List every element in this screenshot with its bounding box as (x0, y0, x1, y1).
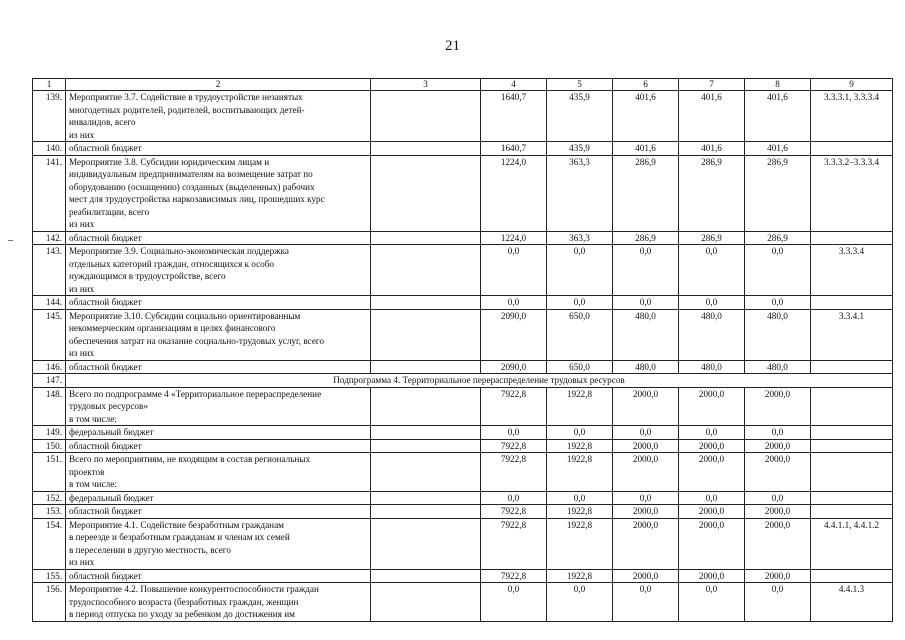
title-line: областной бюджет (69, 143, 142, 153)
title-line: Мероприятие 4.2. Повышение конкурентоспособности граждан (69, 584, 319, 594)
value-v4: 7922,8 (481, 439, 547, 453)
row-number: 145. (33, 309, 66, 360)
value-v7: 286,9 (679, 231, 745, 245)
title-line: обеспечения затрат на оказание социально-трудовых услуг, всего (69, 335, 325, 346)
code-cell: 4.4.1.3 (811, 583, 893, 622)
title-line: из них (69, 557, 95, 567)
value-v8: 0,0 (745, 296, 811, 310)
code-cell (811, 231, 893, 245)
value-v4: 7922,8 (481, 518, 547, 569)
col3-cell (371, 453, 481, 492)
value-v4: 7922,8 (481, 505, 547, 519)
value-v5: 1922,8 (547, 387, 613, 426)
title-line: областной бюджет (69, 361, 142, 372)
value-v7: 0,0 (679, 426, 745, 440)
value-v6: 286,9 (613, 231, 679, 245)
row-number: 144. (33, 296, 66, 310)
table-row (33, 91, 893, 142)
col3-cell (371, 387, 481, 426)
section-title: Подпрограмма 4. Территориальное перераспределение трудовых ресурсов (66, 374, 893, 388)
value-v6: 401,6 (613, 142, 679, 156)
value-v5: 435,9 (547, 142, 613, 156)
value-v6: 2000,0 (613, 387, 679, 426)
title-line: нуждающимся в трудоустройстве, всего (69, 271, 226, 281)
title-line: Мероприятие 3.7. Содействие в трудоустройстве незанятых (69, 92, 303, 102)
table-row (33, 453, 893, 492)
code-cell (811, 142, 893, 156)
title-line: в том числе: (69, 413, 117, 424)
header-cell: 4 (481, 79, 547, 91)
value-v5: 0,0 (547, 426, 613, 440)
title-line: проектов (69, 466, 105, 477)
row-title (66, 309, 371, 360)
row-number: 141. (33, 155, 66, 231)
value-v5: 363,3 (547, 155, 613, 231)
value-v8: 2000,0 (745, 569, 811, 583)
col3-cell (371, 155, 481, 231)
col3-cell (371, 142, 481, 156)
value-v7: 401,6 (679, 91, 745, 142)
value-v8: 286,9 (745, 155, 811, 231)
row-number: 155. (33, 569, 66, 583)
row-title (66, 387, 371, 426)
value-v8: 401,6 (745, 91, 811, 142)
value-v6: 2000,0 (613, 505, 679, 519)
value-v7: 2000,0 (679, 569, 745, 583)
title-line: из них (69, 129, 95, 140)
header-row (33, 79, 893, 91)
value-v4: 1640,7 (481, 142, 547, 156)
value-v6: 0,0 (613, 245, 679, 296)
row-title (66, 453, 371, 492)
row-title (66, 231, 371, 245)
code-cell: 3.3.3.2–3.3.3.4 (811, 155, 893, 231)
value-v8: 0,0 (745, 491, 811, 505)
row-number: 149. (33, 426, 66, 440)
title-line: некоммерческим организациям в целях финансового (69, 323, 276, 333)
value-v8: 401,6 (745, 142, 811, 156)
title-line: областной бюджет (69, 570, 142, 581)
value-v8: 2000,0 (745, 453, 811, 492)
col3-cell (371, 505, 481, 519)
page-number: 21 (445, 38, 460, 54)
table-row (33, 569, 893, 583)
budget-table (32, 78, 893, 622)
header-cell: 7 (679, 79, 745, 91)
value-v4: 2090,0 (481, 309, 547, 360)
header-cell: 3 (371, 79, 481, 91)
row-number: 156. (33, 583, 66, 622)
title-line: из них (69, 348, 95, 358)
row-number: 150. (33, 439, 66, 453)
value-v4: 0,0 (481, 491, 547, 505)
value-v8: 0,0 (745, 245, 811, 296)
header-cell: 1 (33, 79, 66, 91)
value-v5: 435,9 (547, 91, 613, 142)
title-line: из них (69, 219, 95, 229)
title-line: федеральный бюджет (69, 427, 154, 437)
col3-cell (371, 518, 481, 569)
table-row (33, 360, 893, 374)
title-line: отдельных категорий граждан, относящихся к особо (69, 258, 275, 269)
title-line: в переселении в другую местность, всего (69, 544, 231, 555)
title-line: областной бюджет (69, 297, 142, 307)
title-line: трудовых ресурсов» (69, 401, 148, 411)
title-line: в период отпуска по уходу за ребенком до достижения им (69, 609, 295, 619)
col3-cell (371, 309, 481, 360)
value-v7: 0,0 (679, 491, 745, 505)
title-line: областной бюджет (69, 506, 142, 516)
table-row (33, 491, 893, 505)
row-number: 147. (33, 374, 66, 388)
row-title (66, 569, 371, 583)
value-v6: 2000,0 (613, 569, 679, 583)
value-v5: 1922,8 (547, 518, 613, 569)
value-v8: 0,0 (745, 426, 811, 440)
title-line: в том числе: (69, 479, 117, 489)
table-row (33, 142, 893, 156)
value-v6: 286,9 (613, 155, 679, 231)
value-v8: 480,0 (745, 309, 811, 360)
value-v6: 480,0 (613, 360, 679, 374)
value-v8: 0,0 (745, 583, 811, 622)
value-v7: 480,0 (679, 360, 745, 374)
table-row (33, 583, 893, 622)
col3-cell (371, 245, 481, 296)
header-cell: 5 (547, 79, 613, 91)
title-line: Всего по мероприятиям, не входящим в состав региональных (69, 454, 311, 464)
value-v6: 2000,0 (613, 518, 679, 569)
code-cell (811, 426, 893, 440)
value-v7: 2000,0 (679, 505, 745, 519)
title-line: Мероприятие 3.9. Социально-экономическая поддержка (69, 246, 289, 256)
row-title (66, 505, 371, 519)
value-v7: 0,0 (679, 296, 745, 310)
code-cell (811, 296, 893, 310)
row-number: 142. (33, 231, 66, 245)
value-v6: 480,0 (613, 309, 679, 360)
value-v8: 2000,0 (745, 387, 811, 426)
value-v5: 363,3 (547, 231, 613, 245)
value-v5: 650,0 (547, 309, 613, 360)
col3-cell (371, 426, 481, 440)
title-line: Мероприятие 3.8. Субсидии юридическим лицам и (69, 156, 270, 167)
value-v8: 2000,0 (745, 518, 811, 569)
title-line: из них (69, 283, 95, 294)
row-title (66, 360, 371, 374)
col3-cell (371, 569, 481, 583)
code-cell: 3.3.3.1, 3.3.3.4 (811, 91, 893, 142)
value-v4: 7922,8 (481, 569, 547, 583)
value-v8: 286,9 (745, 231, 811, 245)
table-row (33, 439, 893, 453)
value-v7: 0,0 (679, 583, 745, 622)
value-v7: 2000,0 (679, 518, 745, 569)
table-row (33, 426, 893, 440)
row-number: 143. (33, 245, 66, 296)
title-line: федеральный бюджет (69, 492, 154, 503)
table-row (33, 245, 893, 296)
value-v7: 2000,0 (679, 439, 745, 453)
row-title (66, 491, 371, 505)
value-v6: 2000,0 (613, 439, 679, 453)
value-v5: 1922,8 (547, 569, 613, 583)
title-line: многодетных родителей, родителей, воспитывающих детей- (69, 104, 305, 115)
title-line: Мероприятие 3.10. Субсидии социально ориентированным (69, 310, 301, 321)
header-cell: 9 (811, 79, 893, 91)
row-title (66, 426, 371, 440)
title-line: областной бюджет (69, 440, 142, 451)
row-number: 140. (33, 142, 66, 156)
code-cell: 3.3.3.4 (811, 245, 893, 296)
table-row (33, 155, 893, 231)
header-cell: 6 (613, 79, 679, 91)
row-number: 148. (33, 387, 66, 426)
row-title (66, 155, 371, 231)
title-line: областной бюджет (69, 232, 142, 243)
col3-cell (371, 91, 481, 142)
header-cell: 8 (745, 79, 811, 91)
row-number: 153. (33, 505, 66, 519)
row-number: 151. (33, 453, 66, 492)
value-v7: 2000,0 (679, 387, 745, 426)
value-v6: 2000,0 (613, 453, 679, 492)
code-cell (811, 439, 893, 453)
table-row (33, 231, 893, 245)
col3-cell (371, 360, 481, 374)
row-number: 154. (33, 518, 66, 569)
value-v4: 0,0 (481, 583, 547, 622)
title-line: мест для трудоустройства наркозависимых лиц, прошедших курс (69, 194, 325, 204)
col3-cell (371, 296, 481, 310)
code-cell (811, 491, 893, 505)
value-v7: 286,9 (679, 155, 745, 231)
table-row (33, 296, 893, 310)
table-body (33, 79, 893, 622)
header-cell: 2 (66, 79, 371, 91)
row-title (66, 296, 371, 310)
table-row (33, 309, 893, 360)
title-line: индивидуальным предпринимателям на возмещение затрат по (69, 169, 313, 179)
value-v8: 2000,0 (745, 439, 811, 453)
title-line: реабилитации, всего (69, 206, 150, 217)
col3-cell (371, 491, 481, 505)
col3-cell (371, 439, 481, 453)
code-cell: 3.3.4.1 (811, 309, 893, 360)
value-v7: 2000,0 (679, 453, 745, 492)
title-line: трудоспособного возраста (безработных граждан, женщин (69, 596, 299, 607)
value-v5: 650,0 (547, 360, 613, 374)
title-line: Всего по подпрограмме 4 «Территориальное перераспределение (69, 388, 322, 399)
value-v4: 0,0 (481, 426, 547, 440)
value-v4: 7922,8 (481, 453, 547, 492)
value-v4: 0,0 (481, 296, 547, 310)
row-title (66, 245, 371, 296)
code-cell (811, 453, 893, 492)
value-v6: 0,0 (613, 583, 679, 622)
code-cell (811, 569, 893, 583)
value-v5: 0,0 (547, 491, 613, 505)
code-cell: 4.4.1.1, 4.4.1.2 (811, 518, 893, 569)
value-v6: 0,0 (613, 426, 679, 440)
value-v4: 2090,0 (481, 360, 547, 374)
scan-mark (8, 240, 13, 241)
code-cell (811, 360, 893, 374)
value-v5: 1922,8 (547, 439, 613, 453)
row-title (66, 142, 371, 156)
table-row (33, 505, 893, 519)
title-line: оборудованию (оснащению) созданных (выделенных) рабочих (69, 181, 315, 192)
title-line: в переезде и безработным гражданам и членам их семей (69, 532, 290, 542)
value-v7: 480,0 (679, 309, 745, 360)
value-v6: 0,0 (613, 296, 679, 310)
value-v5: 0,0 (547, 245, 613, 296)
col3-cell (371, 583, 481, 622)
value-v4: 7922,8 (481, 387, 547, 426)
code-cell (811, 387, 893, 426)
value-v8: 2000,0 (745, 505, 811, 519)
title-line: инвалидов, всего (69, 117, 136, 127)
value-v7: 401,6 (679, 142, 745, 156)
value-v4: 0,0 (481, 245, 547, 296)
row-title (66, 583, 371, 622)
value-v7: 0,0 (679, 245, 745, 296)
row-title (66, 91, 371, 142)
code-cell (811, 505, 893, 519)
value-v6: 0,0 (613, 491, 679, 505)
value-v4: 1224,0 (481, 155, 547, 231)
value-v5: 0,0 (547, 583, 613, 622)
section-row (33, 374, 893, 388)
value-v5: 1922,8 (547, 505, 613, 519)
row-number: 152. (33, 491, 66, 505)
row-number: 139. (33, 91, 66, 142)
value-v5: 0,0 (547, 296, 613, 310)
table-row (33, 518, 893, 569)
row-title (66, 518, 371, 569)
row-title (66, 439, 371, 453)
title-line: Мероприятие 4.1. Содействие безработным гражданам (69, 519, 284, 530)
value-v6: 401,6 (613, 91, 679, 142)
col3-cell (371, 231, 481, 245)
row-number: 146. (33, 360, 66, 374)
table-row (33, 387, 893, 426)
value-v4: 1640,7 (481, 91, 547, 142)
value-v4: 1224,0 (481, 231, 547, 245)
value-v8: 480,0 (745, 360, 811, 374)
value-v5: 1922,8 (547, 453, 613, 492)
